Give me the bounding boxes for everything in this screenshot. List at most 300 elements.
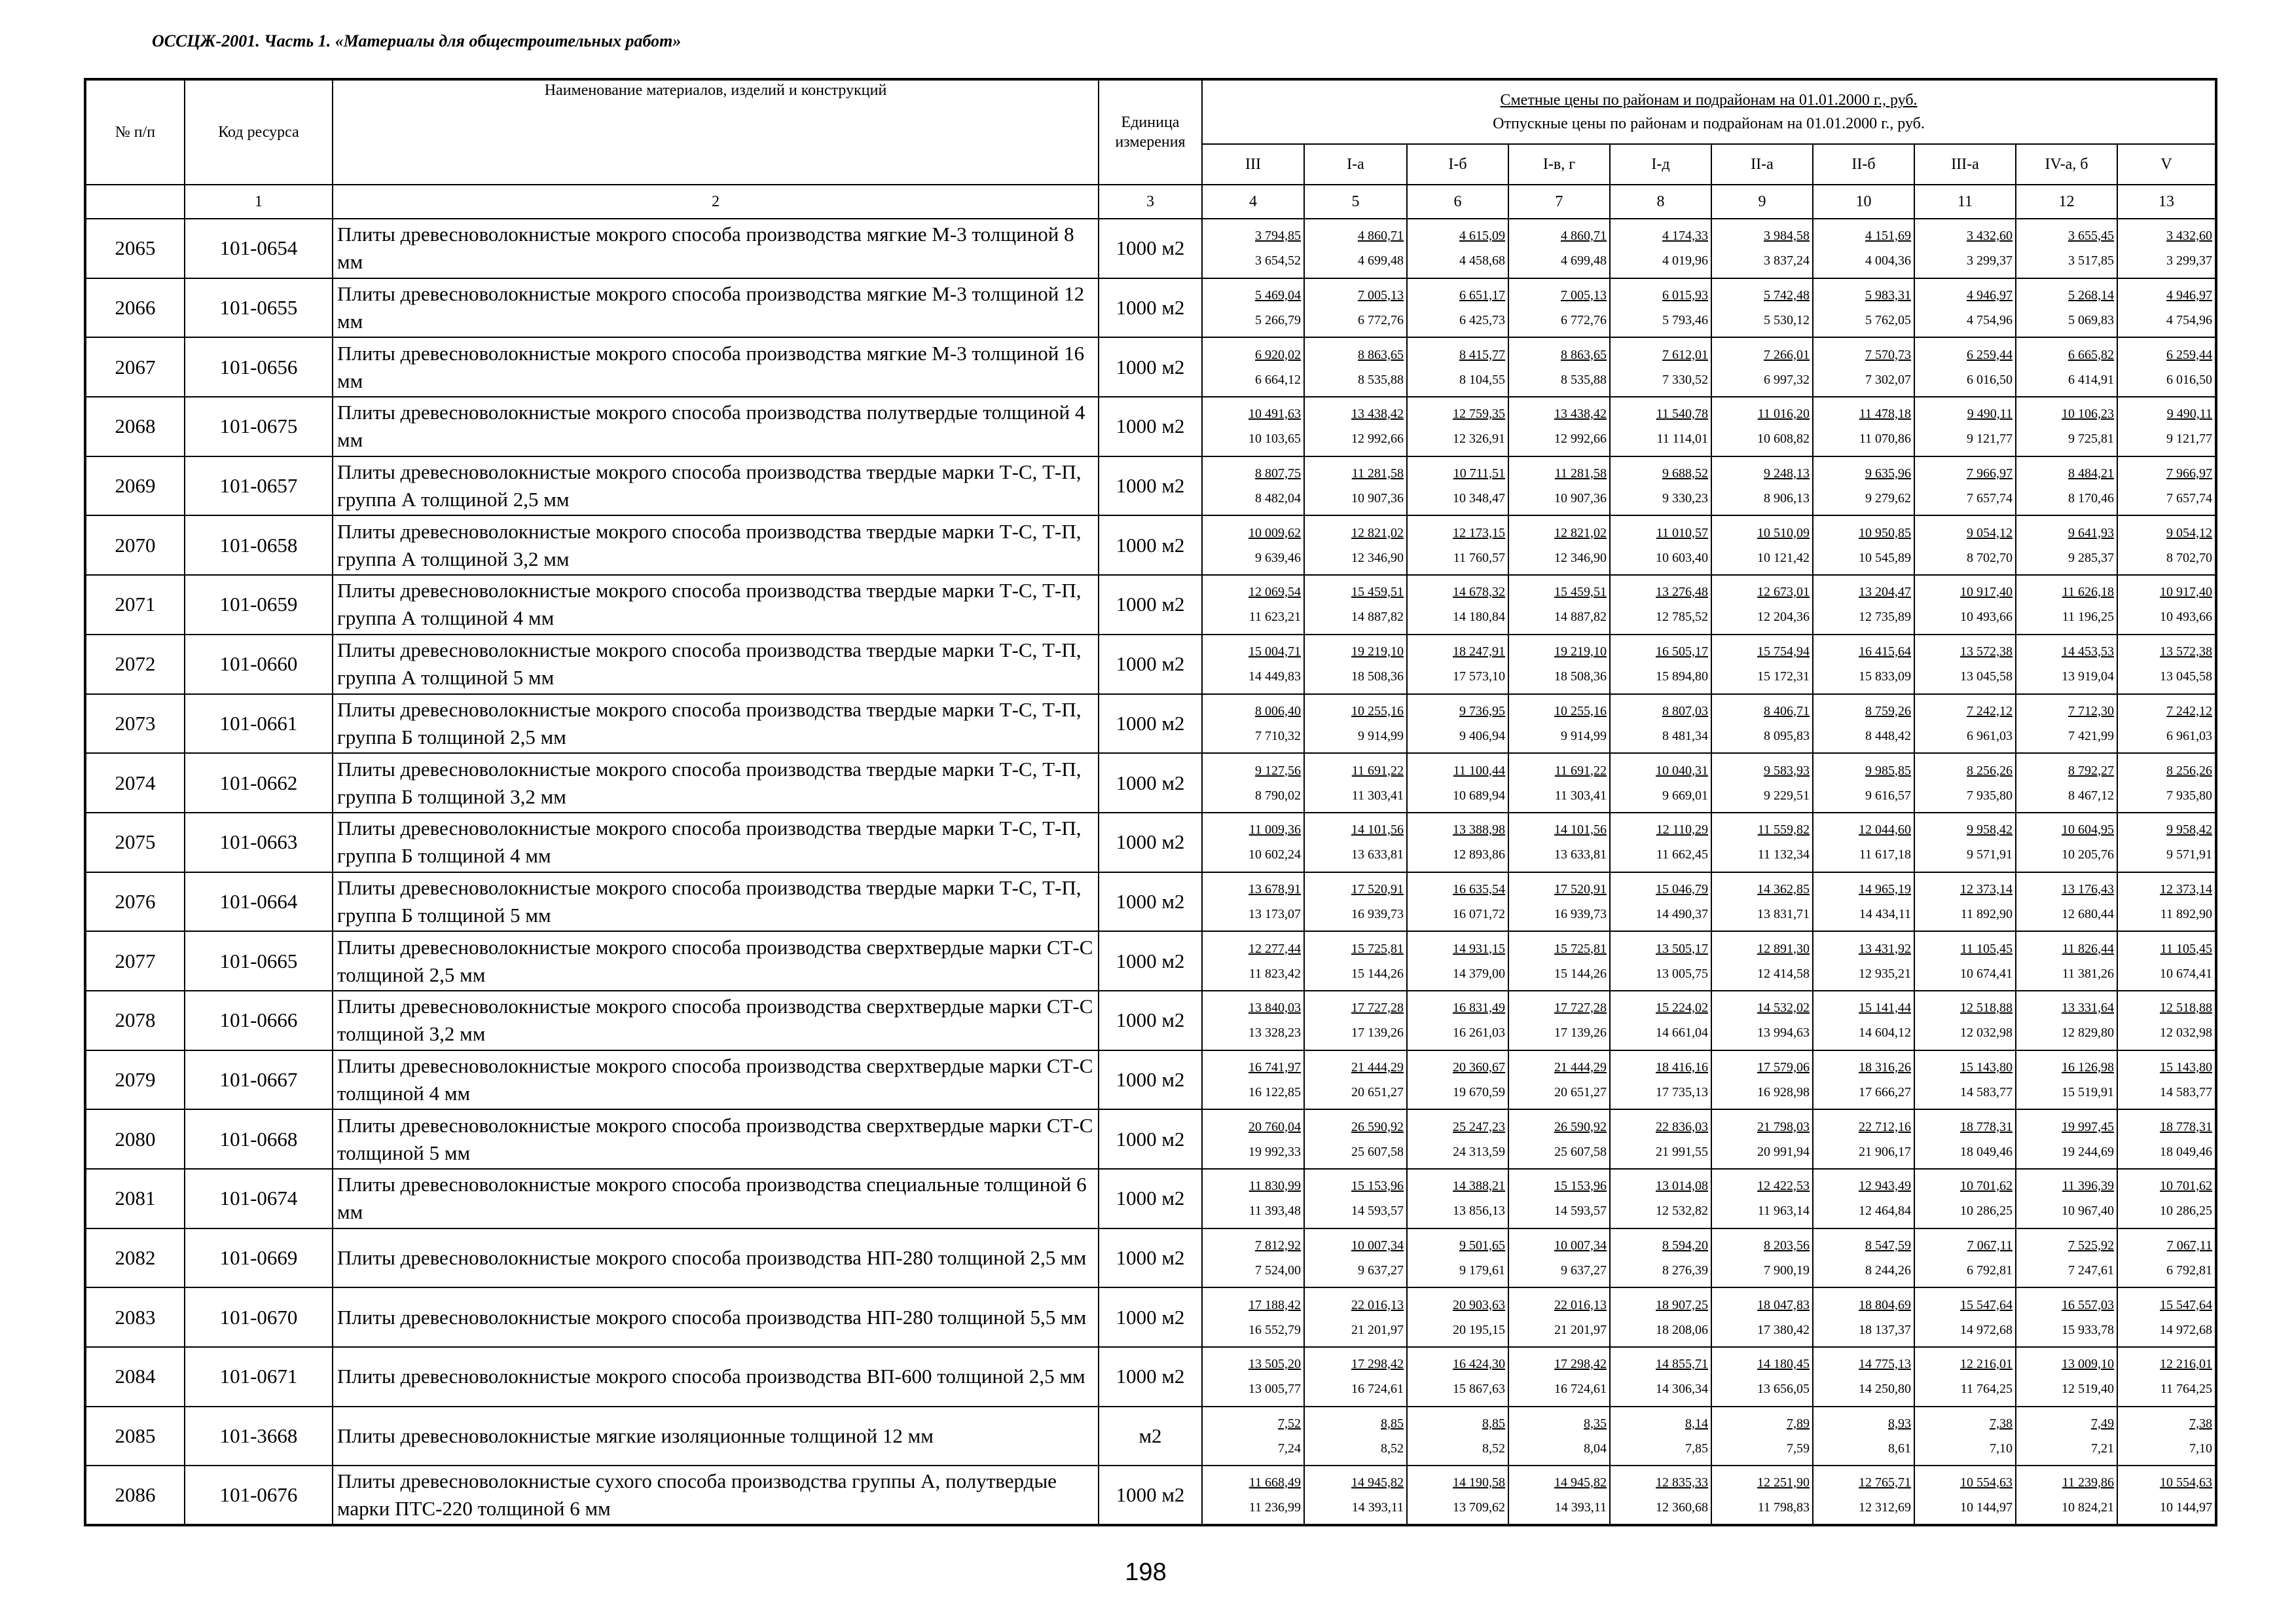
- price-cell: [1813, 515, 1914, 575]
- price-cell: [1407, 1407, 1508, 1466]
- price-cell: [1914, 1228, 2016, 1288]
- unit-of-measure: 1000 м2: [1099, 1347, 1202, 1407]
- price-cell: [1407, 456, 1508, 516]
- price-cell: [1304, 1228, 1407, 1288]
- estimated-price: 20 903,63: [1453, 1297, 1505, 1312]
- release-price: 14 604,12: [1859, 1025, 1911, 1041]
- row-number: 2084: [85, 1347, 185, 1407]
- price-cell: [1711, 694, 1813, 754]
- price-cell: [1711, 456, 1813, 516]
- estimated-price: 6 259,44: [2166, 347, 2213, 362]
- resource-code: 101-0657: [185, 456, 333, 516]
- material-name: Плиты древесноволокнистые мокрого способа производства сверхтвердые марки СТ-С толщиной 5 мм: [333, 1109, 1099, 1169]
- release-price: 6 414,91: [2068, 372, 2114, 387]
- price-cell: [1711, 397, 1813, 456]
- estimated-price: 7 067,11: [1967, 1238, 2013, 1253]
- estimated-price: 17 520,91: [1351, 881, 1404, 896]
- price-cell: [1711, 515, 1813, 575]
- price-cell: [1202, 1466, 1304, 1525]
- estimated-price: 9 688,52: [1662, 466, 1708, 481]
- table-row: [85, 1228, 2216, 1288]
- release-price: 11 662,45: [1656, 847, 1708, 862]
- release-price: 7 421,99: [2068, 728, 2114, 743]
- release-price: 4 754,96: [2166, 313, 2213, 328]
- estimated-price: 10 007,34: [1351, 1238, 1404, 1253]
- release-price: 10 674,41: [2160, 966, 2213, 981]
- price-cell: [1914, 694, 2016, 754]
- price-cell: [1304, 1466, 1407, 1525]
- table-row: [85, 872, 2216, 932]
- estimated-price: 14 453,53: [2062, 644, 2114, 659]
- estimated-price: 7 966,97: [1967, 466, 2013, 481]
- estimated-price: 25 247,23: [1453, 1119, 1505, 1134]
- resource-code: 101-0654: [185, 219, 333, 278]
- release-price: 18 137,37: [1859, 1322, 1911, 1337]
- estimated-price: 15 725,81: [1351, 941, 1404, 956]
- estimated-price: 12 835,33: [1656, 1475, 1708, 1490]
- table-row: [85, 931, 2216, 991]
- price-cell: [1407, 337, 1508, 397]
- release-price: 9 121,77: [2166, 432, 2213, 447]
- release-price: 21 201,97: [1351, 1322, 1404, 1337]
- estimated-price: 4 615,09: [1459, 229, 1505, 244]
- estimated-price: 3 984,58: [1764, 229, 1810, 244]
- row-number: 2085: [85, 1407, 185, 1466]
- price-cell: [2016, 1407, 2117, 1466]
- estimated-price: 8 203,56: [1764, 1238, 1810, 1253]
- estimated-price: 9 501,65: [1459, 1238, 1505, 1253]
- price-cell: [1813, 991, 1914, 1050]
- price-cell: [1407, 1169, 1508, 1228]
- release-price: 14 593,57: [1351, 1204, 1404, 1219]
- unit-of-measure: м2: [1099, 1407, 1202, 1466]
- release-price: 25 607,58: [1351, 1144, 1404, 1159]
- price-cell: [1914, 278, 2016, 338]
- unit-of-measure: 1000 м2: [1099, 1109, 1202, 1169]
- price-cell: [1610, 1407, 1711, 1466]
- release-price: 18 049,46: [2160, 1144, 2213, 1159]
- release-price: 7,21: [2091, 1441, 2114, 1456]
- price-cell: [1711, 1407, 1813, 1466]
- material-name: Плиты древесноволокнистые мокрого способа производства специальные толщиной 6 мм: [333, 1169, 1099, 1228]
- price-cell: [1304, 1347, 1407, 1407]
- release-price: 16 552,79: [1248, 1322, 1301, 1337]
- release-price: 5 793,46: [1662, 313, 1708, 328]
- release-price: 20 651,27: [1554, 1084, 1607, 1099]
- estimated-price: 16 424,30: [1453, 1357, 1505, 1372]
- release-price: 15 833,09: [1859, 669, 1911, 684]
- estimated-price: 19 219,10: [1554, 644, 1607, 659]
- col-header-unit: Единица измерения: [1099, 79, 1202, 185]
- price-cell: [1711, 337, 1813, 397]
- release-price: 7,10: [2189, 1441, 2213, 1456]
- unit-of-measure: 1000 м2: [1099, 219, 1202, 278]
- release-price: 14 583,77: [1960, 1084, 2013, 1099]
- estimated-price: 17 298,42: [1554, 1357, 1607, 1372]
- price-cell: [1813, 219, 1914, 278]
- price-cell: [1914, 515, 2016, 575]
- unit-of-measure: 1000 м2: [1099, 813, 1202, 872]
- estimated-price: 17 298,42: [1351, 1357, 1404, 1372]
- release-price: 11 623,21: [1248, 610, 1301, 625]
- price-cell: [1508, 635, 1610, 694]
- release-price: 15 144,26: [1554, 966, 1607, 981]
- release-price: 9 229,51: [1764, 788, 1810, 803]
- release-price: 8 702,70: [2166, 550, 2213, 565]
- estimated-price: 13 276,48: [1656, 585, 1708, 600]
- estimated-price: 17 727,28: [1351, 1001, 1404, 1016]
- price-cell: [1711, 1109, 1813, 1169]
- price-cell: [1711, 1050, 1813, 1110]
- estimated-price: 15 153,96: [1554, 1179, 1607, 1194]
- price-cell: [2117, 1109, 2216, 1169]
- estimated-price: 7,89: [1787, 1416, 1810, 1431]
- estimated-price: 26 590,92: [1351, 1119, 1404, 1134]
- resource-code: 101-0674: [185, 1169, 333, 1228]
- price-cell: [1610, 1287, 1711, 1347]
- release-price: 11 798,83: [1757, 1500, 1810, 1515]
- price-cell: [1813, 694, 1914, 754]
- release-price: 15 894,80: [1656, 669, 1708, 684]
- release-price: 7 302,07: [1865, 372, 1911, 387]
- material-name: Плиты древесноволокнистые мокрого способа производства твердые марки Т-С, Т-П, группа Б толщиной 4 мм: [333, 813, 1099, 872]
- release-price: 13 328,23: [1248, 1025, 1301, 1041]
- release-price: 13 856,13: [1453, 1204, 1505, 1219]
- release-price: 11 303,41: [1554, 788, 1607, 803]
- release-price: 8,52: [1482, 1441, 1505, 1456]
- release-price: 8 481,34: [1662, 728, 1708, 743]
- price-cell: [1914, 1407, 2016, 1466]
- table-row: [85, 1169, 2216, 1228]
- price-cell: [1508, 931, 1610, 991]
- resource-code: 101-0663: [185, 813, 333, 872]
- price-cell: [1508, 753, 1610, 813]
- estimated-price: 10 255,16: [1554, 703, 1607, 718]
- price-cell: [2016, 219, 2117, 278]
- price-cell: [1610, 1228, 1711, 1288]
- price-cell: [1813, 1407, 1914, 1466]
- estimated-price: 11 478,18: [1859, 407, 1911, 422]
- release-price: 7 657,74: [2166, 491, 2213, 506]
- price-cell: [1407, 1228, 1508, 1288]
- price-cell: [1407, 1466, 1508, 1525]
- price-cell: [1407, 694, 1508, 754]
- release-price: 17 139,26: [1351, 1025, 1404, 1041]
- price-cell: [2117, 1466, 2216, 1525]
- release-price: 12 326,91: [1453, 432, 1505, 447]
- release-price: 13 173,07: [1248, 906, 1301, 921]
- estimated-price: 13 388,98: [1453, 822, 1505, 838]
- release-price: 10 144,97: [2160, 1500, 2213, 1515]
- estimated-price: 9 127,56: [1255, 763, 1301, 778]
- resource-code: 101-0664: [185, 872, 333, 932]
- price-cell: [1304, 515, 1407, 575]
- material-name: Плиты древесноволокнистые мокрого способа производства сверхтвердые марки СТ-С толщиной 3,2 мм: [333, 991, 1099, 1050]
- column-number: 11: [1914, 185, 2016, 219]
- price-cell: [1508, 278, 1610, 338]
- price-cell: [1914, 991, 2016, 1050]
- release-price: 9 725,81: [2068, 432, 2114, 447]
- estimated-price: 5 742,48: [1764, 288, 1810, 303]
- estimated-price: 14 190,58: [1453, 1475, 1505, 1490]
- estimated-price: 17 579,06: [1757, 1060, 1810, 1075]
- release-price: 6 997,32: [1764, 372, 1810, 387]
- price-cell: [1304, 219, 1407, 278]
- price-cell: [1407, 872, 1508, 932]
- estimated-price: 9 583,93: [1764, 763, 1810, 778]
- release-price: 10 286,25: [1960, 1204, 2013, 1219]
- estimated-price: 3 655,45: [2068, 229, 2114, 244]
- release-price: 5 266,79: [1255, 313, 1301, 328]
- estimated-price: 13 505,17: [1656, 941, 1708, 956]
- row-number: 2081: [85, 1169, 185, 1228]
- estimated-price: 15 547,64: [2160, 1297, 2213, 1312]
- price-title-release: Отпускные цены по районам и подрайонам на 01.01.2000 г., руб.: [1493, 115, 1925, 132]
- release-price: 11 760,57: [1453, 550, 1505, 565]
- estimated-price: 9 985,85: [1865, 763, 1911, 778]
- resource-code: 101-0661: [185, 694, 333, 754]
- estimated-price: 13 840,03: [1248, 1001, 1301, 1016]
- price-cell: [1711, 635, 1813, 694]
- estimated-price: 14 101,56: [1554, 822, 1607, 838]
- column-number: 7: [1508, 185, 1610, 219]
- release-price: 11 823,42: [1248, 966, 1301, 981]
- release-price: 4 754,96: [1967, 313, 2013, 328]
- estimated-price: 19 219,10: [1351, 644, 1404, 659]
- release-price: 14 593,57: [1554, 1204, 1607, 1219]
- release-price: 8 535,88: [1561, 372, 1607, 387]
- price-cell: [1202, 1347, 1304, 1407]
- release-price: 16 071,72: [1453, 906, 1505, 921]
- price-cell: [1202, 872, 1304, 932]
- release-price: 3 654,52: [1255, 253, 1301, 268]
- estimated-price: 7 005,13: [1358, 288, 1404, 303]
- release-price: 10 103,65: [1248, 432, 1301, 447]
- resource-code: 101-0668: [185, 1109, 333, 1169]
- table-row: [85, 278, 2216, 338]
- release-price: 13 656,05: [1757, 1382, 1810, 1397]
- release-price: 7 935,80: [2166, 788, 2213, 803]
- estimated-price: 11 396,39: [2062, 1179, 2114, 1194]
- price-cell: [1610, 575, 1711, 635]
- release-price: 13 633,81: [1554, 847, 1607, 862]
- release-price: 10 144,97: [1960, 1500, 2013, 1515]
- region-header: III: [1202, 144, 1304, 185]
- resource-code: 101-0670: [185, 1287, 333, 1347]
- price-cell: [2016, 1287, 2117, 1347]
- estimated-price: 18 316,26: [1859, 1060, 1911, 1075]
- row-number: 2069: [85, 456, 185, 516]
- release-price: 7 330,52: [1662, 372, 1708, 387]
- release-price: 17 573,10: [1453, 669, 1505, 684]
- release-price: 16 939,73: [1351, 906, 1404, 921]
- estimated-price: 22 712,16: [1859, 1119, 1911, 1134]
- price-cell: [1813, 753, 1914, 813]
- release-price: 13 994,63: [1757, 1025, 1810, 1041]
- release-price: 10 121,42: [1757, 550, 1810, 565]
- unit-of-measure: 1000 м2: [1099, 575, 1202, 635]
- estimated-price: 9 635,96: [1865, 466, 1911, 481]
- price-cell: [1508, 872, 1610, 932]
- material-name: Плиты древесноволокнистые мокрого способа производства твердые марки Т-С, Т-П, группа А толщиной 2,5 мм: [333, 456, 1099, 516]
- price-cell: [2117, 1050, 2216, 1110]
- estimated-price: 12 173,15: [1453, 525, 1505, 540]
- estimated-price: 12 891,30: [1757, 941, 1810, 956]
- price-cell: [1304, 575, 1407, 635]
- release-price: 7 247,61: [2068, 1263, 2114, 1278]
- release-price: 10 348,47: [1453, 491, 1505, 506]
- estimated-price: 4 174,33: [1662, 229, 1708, 244]
- price-cell: [1914, 1347, 2016, 1407]
- price-cell: [1711, 219, 1813, 278]
- column-number: 10: [1813, 185, 1914, 219]
- price-cell: [2016, 635, 2117, 694]
- estimated-price: 9 248,13: [1764, 466, 1810, 481]
- estimated-price: 10 491,63: [1248, 407, 1301, 422]
- estimated-price: 15 459,51: [1554, 585, 1607, 600]
- release-price: 3 299,37: [2166, 253, 2213, 268]
- release-price: 16 724,61: [1554, 1382, 1607, 1397]
- estimated-price: 11 668,49: [1248, 1475, 1301, 1490]
- price-cell: [1202, 1287, 1304, 1347]
- estimated-price: 12 422,53: [1757, 1179, 1810, 1194]
- column-number: 1: [185, 185, 333, 219]
- estimated-price: 7 570,73: [1865, 347, 1911, 362]
- release-price: 9 330,23: [1662, 491, 1708, 506]
- estimated-price: 9 490,11: [1967, 407, 2013, 422]
- release-price: 10 967,40: [2062, 1204, 2114, 1219]
- release-price: 17 735,13: [1656, 1084, 1708, 1099]
- estimated-price: 18 416,16: [1656, 1060, 1708, 1075]
- estimated-price: 8 759,26: [1865, 703, 1911, 718]
- region-header: I-а: [1304, 144, 1407, 185]
- release-price: 6 772,76: [1358, 313, 1404, 328]
- price-cell: [1202, 456, 1304, 516]
- material-name: Плиты древесноволокнистые мокрого способа производства полутвердые толщиной 4 мм: [333, 397, 1099, 456]
- release-price: 12 532,82: [1656, 1204, 1708, 1219]
- price-cell: [1202, 278, 1304, 338]
- price-cell: [1508, 397, 1610, 456]
- estimated-price: 16 415,64: [1859, 644, 1911, 659]
- release-price: 9 121,77: [1967, 432, 2013, 447]
- estimated-price: 7 242,12: [2166, 703, 2213, 718]
- estimated-price: 4 860,71: [1561, 229, 1607, 244]
- price-cell: [2016, 337, 2117, 397]
- price-cell: [1407, 515, 1508, 575]
- resource-code: 101-0665: [185, 931, 333, 991]
- material-name: Плиты древесноволокнистые сухого способа производства группы А, полутвердые марки ПТС-220 толщиной 6 мм: [333, 1466, 1099, 1525]
- estimated-price: 12 943,49: [1859, 1179, 1911, 1194]
- estimated-price: 12 373,14: [2160, 881, 2213, 896]
- estimated-price: 11 691,22: [1554, 763, 1607, 778]
- estimated-price: 16 635,54: [1453, 881, 1505, 896]
- price-cell: [2117, 931, 2216, 991]
- release-price: 8 170,46: [2068, 491, 2114, 506]
- release-price: 13 045,58: [2160, 669, 2213, 684]
- table-row: [85, 219, 2216, 278]
- price-cell: [1407, 1287, 1508, 1347]
- price-cell: [1202, 337, 1304, 397]
- release-price: 11 070,86: [1859, 432, 1911, 447]
- estimated-price: 18 047,83: [1757, 1297, 1810, 1312]
- estimated-price: 15 141,44: [1859, 1001, 1911, 1016]
- release-price: 10 824,21: [2062, 1500, 2114, 1515]
- estimated-price: 12 821,02: [1554, 525, 1607, 540]
- price-cell: [1202, 1407, 1304, 1466]
- estimated-price: 22 016,13: [1351, 1297, 1404, 1312]
- price-cell: [1304, 872, 1407, 932]
- release-price: 11 892,90: [1960, 906, 2013, 921]
- price-cell: [2016, 278, 2117, 338]
- unit-of-measure: 1000 м2: [1099, 397, 1202, 456]
- release-price: 8 467,12: [2068, 788, 2114, 803]
- price-cell: [1711, 1347, 1813, 1407]
- column-number: 6: [1407, 185, 1508, 219]
- estimated-price: 13 572,38: [2160, 644, 2213, 659]
- price-cell: [2117, 635, 2216, 694]
- unit-of-measure: 1000 м2: [1099, 1466, 1202, 1525]
- release-price: 6 961,03: [2166, 728, 2213, 743]
- estimated-price: 17 727,28: [1554, 1001, 1607, 1016]
- release-price: 10 493,66: [1960, 610, 2013, 625]
- material-name: Плиты древесноволокнистые мокрого способа производства твердые марки Т-С, Т-П, группа А толщиной 3,2 мм: [333, 515, 1099, 575]
- release-price: 14 434,11: [1859, 906, 1911, 921]
- estimated-price: 8 807,75: [1255, 466, 1301, 481]
- price-cell: [2016, 1109, 2117, 1169]
- release-price: 10 907,36: [1351, 491, 1404, 506]
- release-price: 18 508,36: [1554, 669, 1607, 684]
- price-cell: [1610, 456, 1711, 516]
- region-header: IV-а, б: [2016, 144, 2117, 185]
- release-price: 12 785,52: [1656, 610, 1708, 625]
- release-price: 21 201,97: [1554, 1322, 1607, 1337]
- release-price: 9 571,91: [1967, 847, 2013, 862]
- estimated-price: 11 826,44: [2062, 941, 2114, 956]
- estimated-price: 7,49: [2091, 1416, 2114, 1431]
- release-price: 4 699,48: [1358, 253, 1404, 268]
- material-name: Плиты древесноволокнистые мокрого способа производства твердые марки Т-С, Т-П, группа А толщиной 4 мм: [333, 575, 1099, 635]
- estimated-price: 15 754,94: [1757, 644, 1810, 659]
- estimated-price: 8,35: [1584, 1416, 1607, 1431]
- release-price: 24 313,59: [1453, 1144, 1505, 1159]
- price-cell: [2016, 1050, 2117, 1110]
- estimated-price: 10 009,62: [1248, 525, 1301, 540]
- estimated-price: 16 741,97: [1248, 1060, 1301, 1075]
- price-cell: [1202, 635, 1304, 694]
- row-number: 2074: [85, 753, 185, 813]
- estimated-price: 9 641,93: [2068, 525, 2114, 540]
- price-cell: [1610, 278, 1711, 338]
- estimated-price: 10 554,63: [2160, 1475, 2213, 1490]
- price-cell: [2117, 753, 2216, 813]
- release-price: 11 196,25: [2062, 610, 2114, 625]
- estimated-price: 13 014,08: [1656, 1179, 1708, 1194]
- price-cell: [1610, 991, 1711, 1050]
- estimated-price: 4 946,97: [1967, 288, 2013, 303]
- material-name: Плиты древесноволокнистые мокрого способа производства твердые марки Т-С, Т-П, группа А толщиной 5 мм: [333, 635, 1099, 694]
- price-cell: [1914, 813, 2016, 872]
- price-cell: [2117, 1347, 2216, 1407]
- region-header: III-а: [1914, 144, 2016, 185]
- release-price: 7 657,74: [1967, 491, 2013, 506]
- estimated-price: 15 459,51: [1351, 585, 1404, 600]
- table-row: [85, 753, 2216, 813]
- estimated-price: 18 778,31: [2160, 1119, 2213, 1134]
- release-price: 4 004,36: [1865, 253, 1911, 268]
- release-price: 7,24: [1278, 1441, 1301, 1456]
- price-cell: [1610, 1347, 1711, 1407]
- page-number: 198: [1125, 1559, 1167, 1586]
